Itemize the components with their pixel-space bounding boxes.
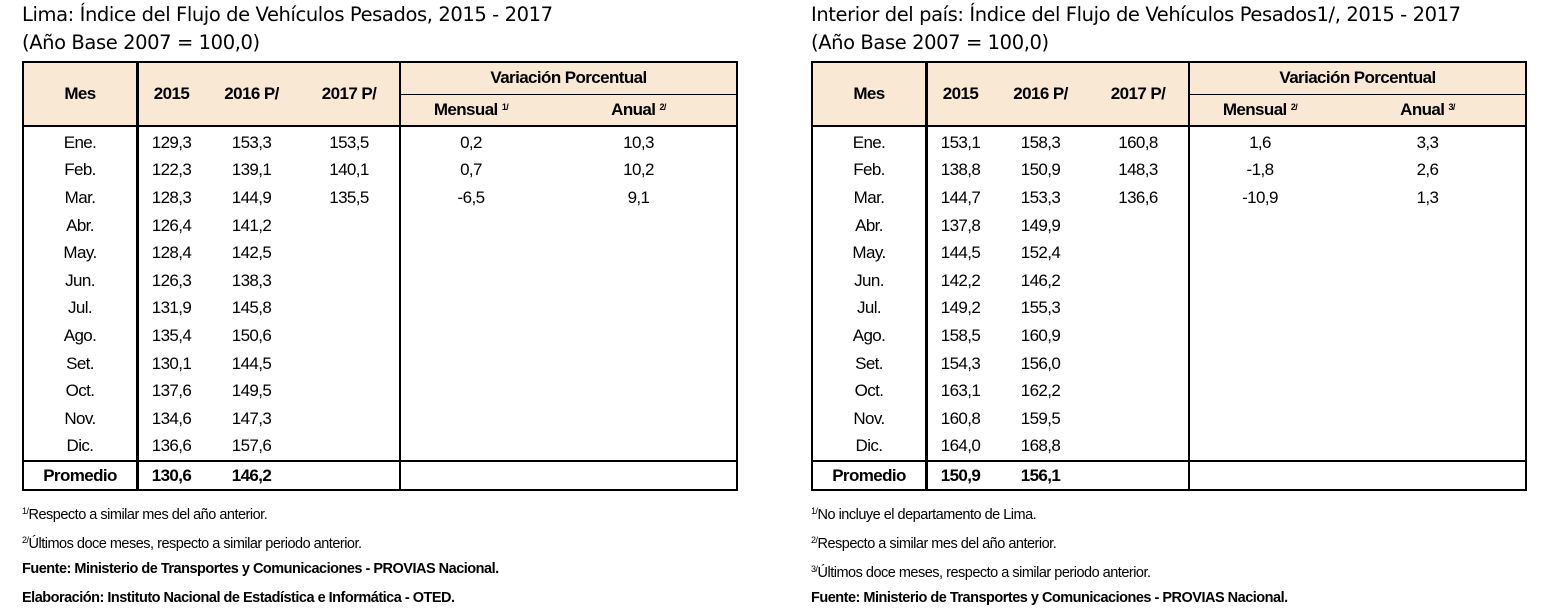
value-2017-cell: 160,8: [1118, 132, 1158, 152]
variacion-mensual-cell: 0,2: [400, 126, 541, 157]
variacion-anual-cell: [1330, 322, 1526, 350]
footnote: [22, 497, 738, 526]
interior-index-table: [811, 61, 1527, 491]
variacion-anual-cell: [541, 267, 737, 295]
header-variacion: Variación Porcentual: [400, 62, 737, 94]
variacion-mensual-cell: [400, 350, 541, 378]
variacion-anual-cell: [541, 405, 737, 433]
value-2015-cell: 138,8: [940, 160, 981, 180]
value-2016-cell: 155,3: [1020, 298, 1061, 318]
value-2015-cell: 164,0: [940, 436, 981, 456]
value-2016-cell: 142,5: [231, 243, 272, 263]
month-cell: Nov.: [812, 405, 927, 433]
value-2016-cell: 139,1: [231, 160, 272, 180]
value-2017-cell: [299, 350, 400, 378]
value-2015-cell: 126,3: [151, 270, 192, 290]
value-2016-cell: 149,5: [231, 381, 272, 401]
value-2017-cell: [299, 405, 400, 433]
value-2016-cell: 156,0: [1020, 353, 1061, 373]
value-2017-cell: [1088, 212, 1189, 240]
month-cell: Nov.: [23, 405, 138, 433]
lima-panel: [22, 0, 738, 613]
variacion-mensual-cell: [400, 377, 541, 405]
month-cell: Ago.: [812, 322, 927, 350]
source-note: [811, 584, 1527, 613]
value-2017-cell: [1088, 350, 1189, 378]
header-2015: 2015: [927, 62, 994, 126]
variacion-mensual-cell: [400, 212, 541, 240]
footnote: [811, 497, 1527, 526]
month-cell: Jul.: [23, 295, 138, 323]
header-mes: Mes: [812, 62, 927, 126]
table-row: [812, 126, 1526, 157]
variacion-mensual-cell: 1,6: [1189, 126, 1330, 157]
variacion-anual-cell: [541, 239, 737, 267]
value-2016-cell: 153,3: [1020, 187, 1061, 207]
footnote-text: Fuente: Ministerio de Transportes y Comunicaciones - PROVIAS Nacional.: [811, 590, 1288, 607]
variacion-anual-cell: [1330, 295, 1526, 323]
promedio-2016: 156,1: [993, 461, 1088, 490]
variacion-anual-cell: 10,3: [623, 132, 654, 152]
variacion-anual-cell: 1,3: [1416, 187, 1439, 207]
month-cell: Ene.: [812, 126, 927, 157]
value-2017-cell: 148,3: [1118, 160, 1158, 180]
variacion-anual-cell: [1330, 433, 1526, 462]
month-cell: Dic.: [23, 433, 138, 462]
table-row: [812, 239, 1526, 267]
value-2016-cell: 144,9: [231, 187, 272, 207]
promedio-label: Promedio: [812, 461, 927, 490]
table-row: [812, 405, 1526, 433]
variacion-anual-cell: 3,3: [1416, 132, 1439, 152]
table-row: [812, 433, 1526, 462]
month-cell: Jul.: [812, 295, 927, 323]
month-cell: Set.: [23, 350, 138, 378]
value-2017-cell: [299, 239, 400, 267]
variacion-mensual-cell: [400, 267, 541, 295]
variacion-mensual-cell: [400, 295, 541, 323]
variacion-mensual-cell: [1189, 322, 1330, 350]
header-2017: 2017 P/: [299, 62, 400, 126]
footnote-text: Elaboración: Instituto Nacional de Estadística e Informática - OTED.: [22, 590, 455, 607]
promedio-row: [812, 461, 1526, 490]
value-2016-cell: 147,3: [231, 408, 272, 428]
value-2015-cell: 135,4: [151, 325, 192, 345]
header-2017: 2017 P/: [1088, 62, 1189, 126]
variacion-mensual-cell: [1189, 239, 1330, 267]
header-mes: Mes: [23, 62, 138, 126]
value-2016-cell: 152,4: [1020, 243, 1061, 263]
table-row: [23, 239, 737, 267]
variacion-mensual-cell: [1189, 267, 1330, 295]
value-2017-cell: [1088, 433, 1189, 462]
value-2017-cell: 135,5: [329, 187, 369, 207]
value-2015-cell: 144,7: [940, 187, 981, 207]
month-cell: Feb.: [23, 157, 138, 185]
value-2017-cell: [299, 267, 400, 295]
month-cell: Oct.: [23, 377, 138, 405]
month-cell: Abr.: [23, 212, 138, 240]
table-subtitle: (Año Base 2007 = 100,0): [811, 31, 1049, 54]
table-subtitle: (Año Base 2007 = 100,0): [22, 31, 260, 54]
table-row: [23, 350, 737, 378]
header-2016: 2016 P/: [204, 62, 299, 126]
table-row: [812, 377, 1526, 405]
header-anual: Anual $^{2/}$: [541, 94, 737, 126]
value-2016-cell: 138,3: [231, 270, 272, 290]
month-cell: May.: [812, 239, 927, 267]
value-2015-cell: 153,1: [940, 132, 981, 152]
table-row: [812, 212, 1526, 240]
value-2015-cell: 136,6: [151, 436, 192, 456]
table-row: [23, 295, 737, 323]
footnote-text: Respecto a similar mes del año anterior.: [817, 536, 1057, 553]
variacion-mensual-cell: [400, 239, 541, 267]
value-2015-cell: 142,2: [940, 270, 981, 290]
month-cell: Feb.: [812, 157, 927, 185]
variacion-mensual-cell: [400, 322, 541, 350]
month-cell: Dic.: [812, 433, 927, 462]
footnote-text: Respecto a similar mes del año anterior.: [28, 507, 268, 524]
value-2016-cell: 157,6: [231, 436, 272, 456]
value-2017-cell: [299, 377, 400, 405]
value-2016-cell: 153,3: [231, 132, 272, 152]
footnote-text: Últimos doce meses, respecto a similar periodo anterior.: [28, 536, 362, 553]
variacion-mensual-cell: [1189, 295, 1330, 323]
promedio-label: Promedio: [23, 461, 138, 490]
table-row: [812, 184, 1526, 212]
value-2015-cell: 129,3: [151, 132, 192, 152]
source-note: [22, 584, 738, 613]
variacion-mensual-cell: [1189, 433, 1330, 462]
month-cell: Ene.: [23, 126, 138, 157]
value-2017-cell: [1088, 405, 1189, 433]
variacion-anual-cell: 2,6: [1416, 160, 1439, 180]
header-2016: 2016 P/: [993, 62, 1088, 126]
variacion-mensual-cell: [400, 405, 541, 433]
footnote-text: No incluye el departamento de Lima.: [817, 507, 1037, 524]
variacion-anual-cell: 10,2: [623, 160, 654, 180]
promedio-2015: 150,9: [927, 461, 994, 490]
variacion-anual-cell: [541, 212, 737, 240]
value-2015-cell: 160,8: [940, 408, 981, 428]
header-mensual: Mensual $^{2/}$: [1189, 94, 1330, 126]
value-2016-cell: 141,2: [231, 215, 272, 235]
month-cell: Mar.: [23, 184, 138, 212]
variacion-mensual-cell: -6,5: [400, 184, 541, 212]
value-2017-cell: [299, 433, 400, 462]
table-row: [23, 433, 737, 462]
variacion-mensual-cell: [1189, 405, 1330, 433]
footnote-marker: 3/: [811, 564, 818, 575]
footnote-marker: 1/: [811, 506, 818, 517]
variacion-anual-cell: [541, 295, 737, 323]
footnote-text: Fuente: Ministerio de Transportes y Comunicaciones - PROVIAS Nacional.: [22, 561, 499, 578]
variacion-anual-cell: [541, 322, 737, 350]
table-row: [23, 212, 737, 240]
table-row: [812, 267, 1526, 295]
value-2015-cell: 154,3: [940, 353, 981, 373]
table-row: [23, 184, 737, 212]
variacion-anual-cell: [1330, 350, 1526, 378]
value-2016-cell: 162,2: [1020, 381, 1061, 401]
header-2015: 2015: [138, 62, 205, 126]
variacion-mensual-cell: [1189, 350, 1330, 378]
footnote: [811, 526, 1527, 555]
value-2015-cell: 131,9: [151, 298, 192, 318]
lima-index-table: [22, 61, 738, 491]
variacion-mensual-cell: [400, 433, 541, 462]
month-cell: Jun.: [23, 267, 138, 295]
variacion-anual-cell: [1330, 212, 1526, 240]
value-2017-cell: [1088, 377, 1189, 405]
value-2016-cell: 144,5: [231, 353, 272, 373]
value-2017-cell: [1088, 322, 1189, 350]
value-2015-cell: 163,1: [940, 381, 981, 401]
promedio-row: [23, 461, 737, 490]
value-2016-cell: 168,8: [1020, 436, 1061, 456]
footnote-marker: 2/: [22, 535, 29, 546]
value-2015-cell: 144,5: [940, 243, 981, 263]
variacion-anual-cell: [541, 350, 737, 378]
table-row: [23, 322, 737, 350]
table-title: Interior del país: Índice del Flujo de Vehículos Pesados1/, 2015 - 2017: [811, 3, 1461, 26]
table-row: [812, 157, 1526, 185]
month-cell: Set.: [812, 350, 927, 378]
variacion-anual-cell: 9,1: [627, 187, 650, 207]
value-2015-cell: 122,3: [151, 160, 192, 180]
variacion-anual-cell: [1330, 405, 1526, 433]
table-title: Lima: Índice del Flujo de Vehículos Pesados, 2015 - 2017: [22, 3, 553, 26]
table-row: [23, 377, 737, 405]
value-2017-cell: 136,6: [1118, 187, 1158, 207]
value-2017-cell: [1088, 295, 1189, 323]
footnote-marker: 1/: [22, 506, 29, 517]
source-note: [22, 555, 738, 584]
value-2016-cell: 158,3: [1020, 132, 1061, 152]
footnote: [22, 526, 738, 555]
promedio-2015: 130,6: [138, 461, 205, 490]
value-2015-cell: 137,8: [940, 215, 981, 235]
value-2016-cell: 146,2: [1020, 270, 1061, 290]
value-2015-cell: 149,2: [940, 298, 981, 318]
month-cell: Jun.: [812, 267, 927, 295]
value-2015-cell: 126,4: [151, 215, 192, 235]
promedio-2016: 146,2: [204, 461, 299, 490]
variacion-anual-cell: [541, 433, 737, 462]
value-2015-cell: 130,1: [151, 353, 192, 373]
footnote: [811, 555, 1527, 584]
variacion-anual-cell: [541, 377, 737, 405]
table-row: [23, 157, 737, 185]
value-2016-cell: 149,9: [1020, 215, 1061, 235]
variacion-anual-cell: [1330, 377, 1526, 405]
table-row: [23, 126, 737, 157]
footnote-text: Últimos doce meses, respecto a similar periodo anterior.: [817, 565, 1151, 582]
value-2015-cell: 134,6: [151, 408, 192, 428]
month-cell: Mar.: [812, 184, 927, 212]
value-2016-cell: 150,6: [231, 325, 272, 345]
month-cell: Oct.: [812, 377, 927, 405]
value-2015-cell: 128,3: [151, 187, 192, 207]
header-variacion: Variación Porcentual: [1189, 62, 1526, 94]
value-2016-cell: 145,8: [231, 298, 272, 318]
interior-panel: [811, 0, 1527, 613]
value-2017-cell: [299, 295, 400, 323]
header-mensual: Mensual $^{1/}$: [400, 94, 541, 126]
variacion-mensual-cell: 0,7: [400, 157, 541, 185]
value-2017-cell: [299, 212, 400, 240]
value-2015-cell: 137,6: [151, 381, 192, 401]
footnote-marker: 2/: [811, 535, 818, 546]
month-cell: May.: [23, 239, 138, 267]
value-2015-cell: 158,5: [940, 325, 981, 345]
value-2015-cell: 128,4: [151, 243, 192, 263]
table-row: [23, 267, 737, 295]
table-row: [812, 295, 1526, 323]
footnotes: [22, 497, 738, 613]
value-2016-cell: 159,5: [1020, 408, 1061, 428]
value-2017-cell: 153,5: [329, 132, 369, 152]
value-2016-cell: 150,9: [1020, 160, 1061, 180]
variacion-mensual-cell: -10,9: [1189, 184, 1330, 212]
table-row: [812, 350, 1526, 378]
variacion-mensual-cell: [1189, 377, 1330, 405]
month-cell: Ago.: [23, 322, 138, 350]
month-cell: Abr.: [812, 212, 927, 240]
table-row: [812, 322, 1526, 350]
variacion-anual-cell: [1330, 239, 1526, 267]
value-2017-cell: 140,1: [329, 160, 369, 180]
footnotes: [811, 497, 1527, 613]
variacion-anual-cell: [1330, 267, 1526, 295]
header-anual: Anual $^{3/}$: [1330, 94, 1526, 126]
value-2017-cell: [299, 322, 400, 350]
variacion-mensual-cell: [1189, 212, 1330, 240]
variacion-mensual-cell: -1,8: [1189, 157, 1330, 185]
value-2017-cell: [1088, 239, 1189, 267]
value-2017-cell: [1088, 267, 1189, 295]
value-2016-cell: 160,9: [1020, 325, 1061, 345]
table-row: [23, 405, 737, 433]
